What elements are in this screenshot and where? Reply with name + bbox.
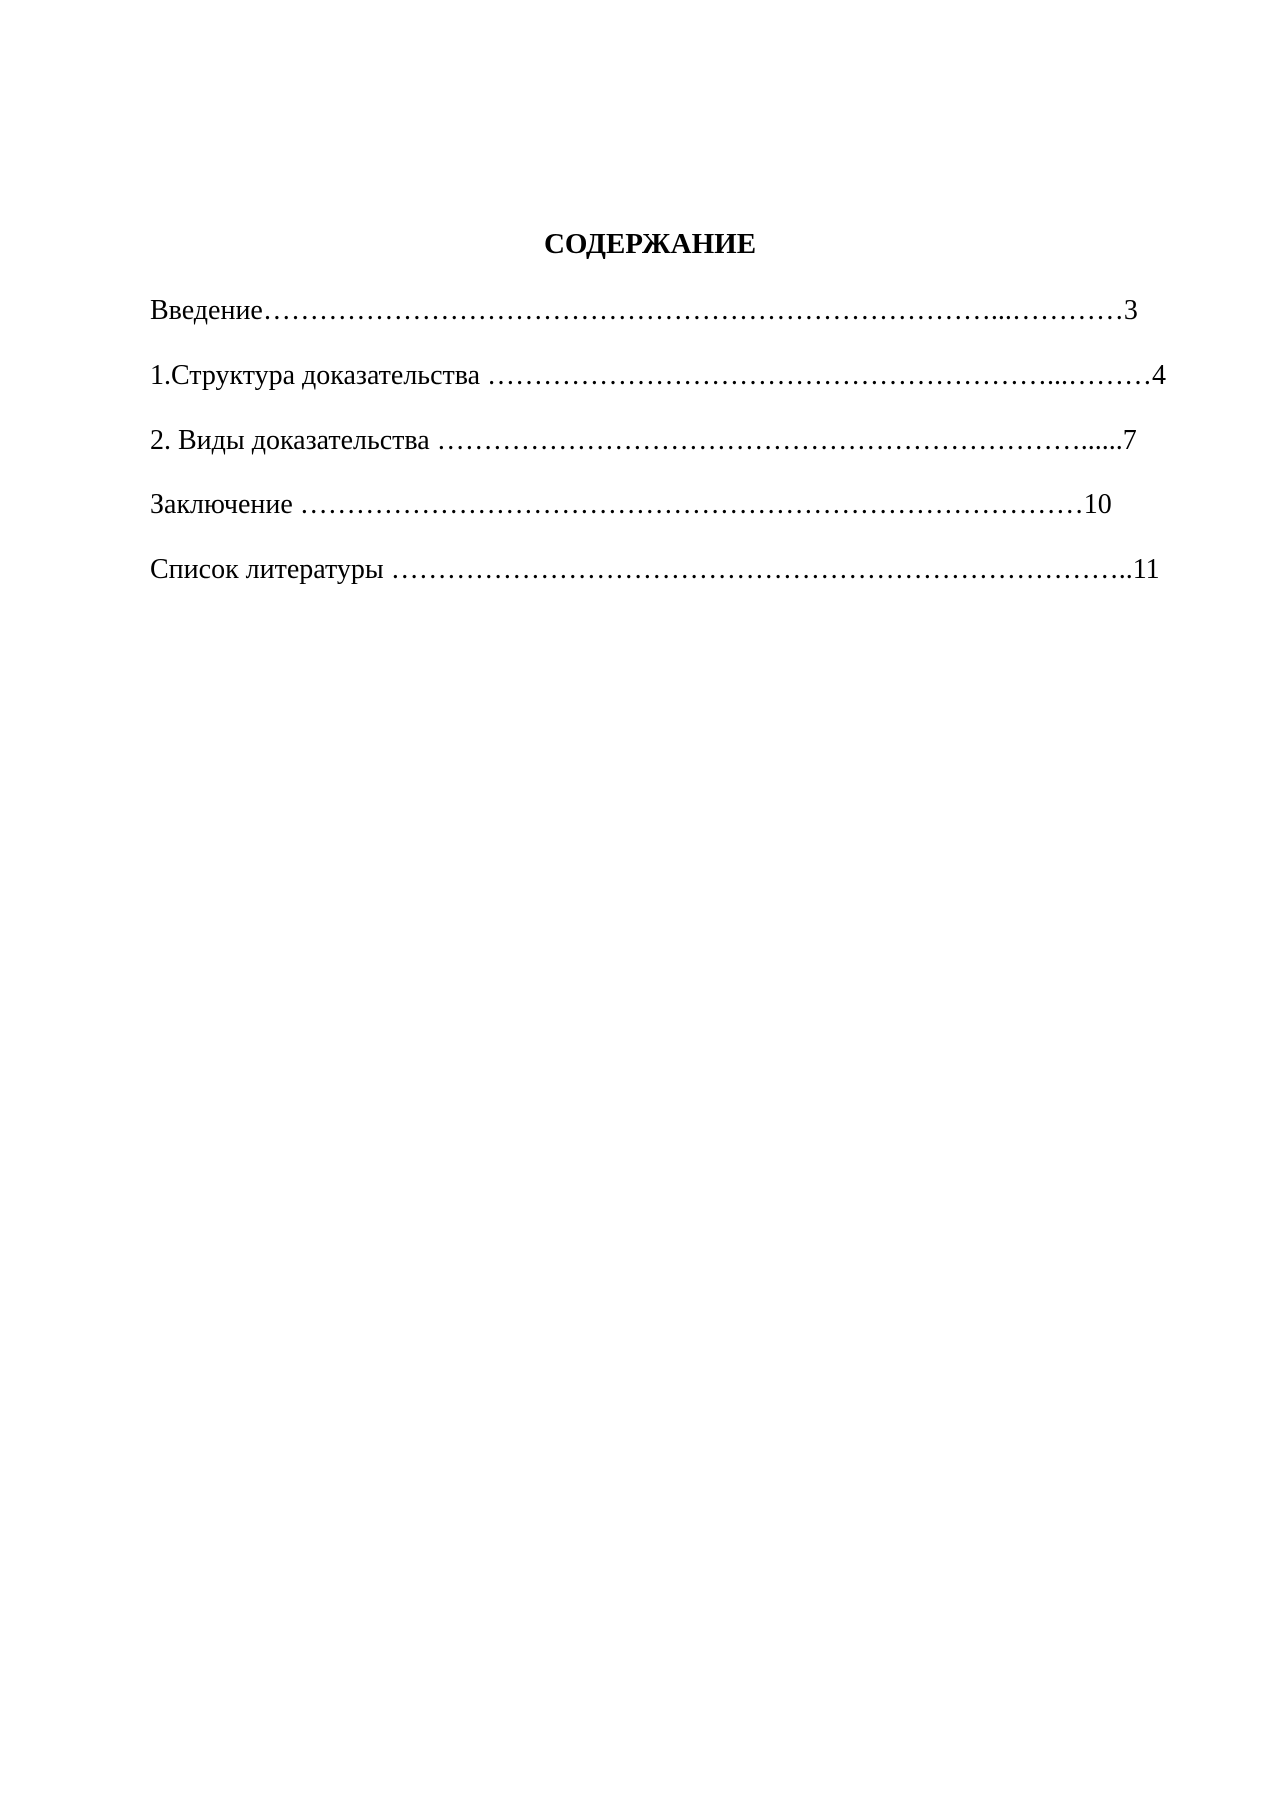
toc-entry-page: 3 bbox=[1123, 295, 1138, 326]
toc-entry-conclusion bbox=[150, 485, 1194, 525]
toc-entry-leader: ……………………………………………………………………...………… bbox=[262, 295, 1124, 326]
toc-entry-label: 1.Структура доказательства bbox=[150, 360, 481, 391]
toc-entry-label: Заключение bbox=[150, 489, 293, 520]
toc-entry-page: 4 bbox=[1152, 360, 1167, 391]
toc-entry-page: 7 bbox=[1122, 425, 1137, 456]
toc-entry-page: 10 bbox=[1083, 489, 1112, 520]
toc-entry-label: Список литературы bbox=[150, 554, 384, 585]
toc-entry-bibliography bbox=[150, 550, 1194, 590]
toc-entry-structure bbox=[150, 356, 1194, 396]
toc-entry-introduction bbox=[150, 291, 1194, 331]
toc-entry-types bbox=[150, 421, 1194, 461]
toc-entry-leader: ……………………………………………………...……… bbox=[480, 360, 1153, 391]
toc-entry-leader: ………………………………………………………………………… bbox=[292, 489, 1084, 520]
toc-entry-label: 2. Виды доказательства bbox=[150, 425, 430, 456]
toc-entry-leader: …………………………………………………………………….. bbox=[383, 554, 1133, 585]
toc-entry-page: 11 bbox=[1132, 554, 1160, 585]
toc-entry-leader: ……………………………………………………………...... bbox=[429, 425, 1123, 456]
toc-entry-label: Введение bbox=[150, 295, 263, 326]
page-title: СОДЕРЖАНИЕ bbox=[543, 228, 757, 260]
